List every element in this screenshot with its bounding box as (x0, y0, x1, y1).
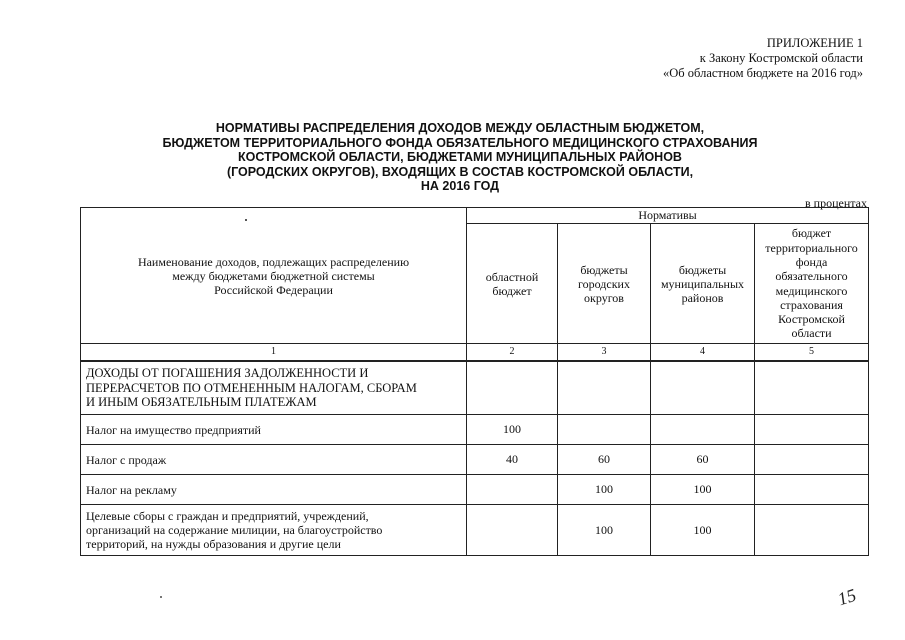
medical-value (755, 445, 869, 475)
regional-budget-header (467, 224, 558, 344)
header-line: бюджет (492, 283, 532, 298)
income-name: Налог на имущество предприятий (81, 415, 467, 445)
column-number-row (81, 344, 869, 362)
section-row (81, 361, 869, 415)
header-line: округов (584, 290, 624, 305)
handwritten-page-number: 15 (835, 584, 859, 610)
regional-value (467, 475, 558, 505)
city-value (558, 415, 651, 445)
header-line: областной (485, 269, 539, 284)
income-name: Налог на рекламу (81, 475, 467, 505)
table-row (81, 475, 869, 505)
header-line: фонда (795, 254, 828, 269)
name-header-line: Наименование доходов, подлежащих распределению (137, 254, 410, 269)
table-row (81, 445, 869, 475)
section-line: И ИНЫМ ОБЯЗАТЕЛЬНЫМ ПЛАТЕЖАМ (86, 395, 317, 410)
regional-value: 100 (467, 415, 558, 445)
title-line-4: (ГОРОДСКИХ ОКРУГОВ), ВХОДЯЩИХ В СОСТАВ КОСТРОМСКОЙ ОБЛАСТИ, (226, 164, 694, 179)
income-name-line: организаций на содержание милиции, на благоустройство (86, 523, 383, 537)
empty-cell (558, 361, 651, 415)
header-line: бюджеты (678, 262, 727, 277)
city-value: 60 (558, 445, 651, 475)
medical-value (755, 505, 869, 556)
norms-group-header: Нормативы (467, 208, 869, 224)
medical-fund-header (755, 224, 869, 344)
empty-cell (467, 361, 558, 415)
section-line: ДОХОДЫ ОТ ПОГАШЕНИЯ ЗАДОЛЖЕННОСТИ И (86, 366, 369, 381)
scan-speck (160, 596, 162, 598)
header-line: бюджет (791, 226, 832, 241)
title-line-3: КОСТРОМСКОЙ ОБЛАСТИ, БЮДЖЕТАМИ МУНИЦИПАЛЬНЫХ РАЙОНОВ (238, 150, 682, 165)
table-header-row (81, 208, 869, 224)
column-number: 4 (651, 344, 755, 362)
header-line: территориального (765, 240, 858, 255)
empty-cell (651, 361, 755, 415)
section-title (81, 361, 467, 415)
header-line: городских (578, 276, 630, 291)
title-line-5: НА 2016 ГОД (420, 179, 500, 194)
header-line: страхования (780, 297, 843, 312)
name-column-header (81, 208, 467, 344)
appendix-header (663, 36, 863, 81)
city-budgets-header (558, 224, 651, 344)
income-name-line: Целевые сборы с граждан и предприятий, учреждений, (86, 509, 369, 523)
income-name: Налог с продаж (81, 445, 467, 475)
header-line: Костромской (778, 312, 845, 327)
table-row (81, 415, 869, 445)
document-title (130, 121, 790, 194)
units-note: в процентах (805, 196, 867, 210)
title-line-2: БЮДЖЕТОМ ТЕРРИТОРИАЛЬНОГО ФОНДА ОБЯЗАТЕЛЬНОГО МЕДИЦИНСКОГО СТРАХОВАНИЯ (162, 135, 758, 150)
municipal-value: 60 (651, 445, 755, 475)
regional-value (467, 505, 558, 556)
title-line-1: НОРМАТИВЫ РАСПРЕДЕЛЕНИЯ ДОХОДОВ МЕЖДУ ОБЛАСТНЫМ БЮДЖЕТОМ, (215, 121, 705, 135)
city-value: 100 (558, 475, 651, 505)
section-line: ПЕРЕРАСЧЕТОВ ПО ОТМЕНЕННЫМ НАЛОГАМ, СБОРАМ (86, 380, 417, 395)
header-line: медицинского (775, 283, 848, 298)
name-header-line: Российской Федерации (214, 282, 333, 297)
header-line: муниципальных (660, 276, 745, 291)
header-line: обязательного (775, 269, 848, 284)
municipal-budgets-header (651, 224, 755, 344)
appendix-label: ПРИЛОЖЕНИЕ 1 (766, 36, 863, 50)
income-name (81, 505, 467, 556)
regional-value: 40 (467, 445, 558, 475)
header-line: районов (681, 290, 724, 305)
medical-value (755, 475, 869, 505)
column-number: 2 (467, 344, 558, 362)
header-line: области (791, 326, 832, 341)
name-header-line: между бюджетами бюджетной системы (172, 268, 375, 283)
municipal-value: 100 (651, 505, 755, 556)
city-value: 100 (558, 505, 651, 556)
medical-value (755, 415, 869, 445)
appendix-law-ref: к Закону Костромской области (699, 51, 863, 65)
appendix-law-title: «Об областном бюджете на 2016 год» (663, 66, 863, 80)
column-number: 3 (558, 344, 651, 362)
municipal-value (651, 415, 755, 445)
empty-cell (755, 361, 869, 415)
column-number: 1 (81, 344, 467, 362)
municipal-value: 100 (651, 475, 755, 505)
table-row (81, 505, 869, 556)
norms-table (80, 207, 869, 556)
column-number: 5 (755, 344, 869, 362)
header-line: бюджеты (580, 262, 628, 277)
income-name-line: территорий, на нужды образования и другие цели (86, 537, 341, 551)
